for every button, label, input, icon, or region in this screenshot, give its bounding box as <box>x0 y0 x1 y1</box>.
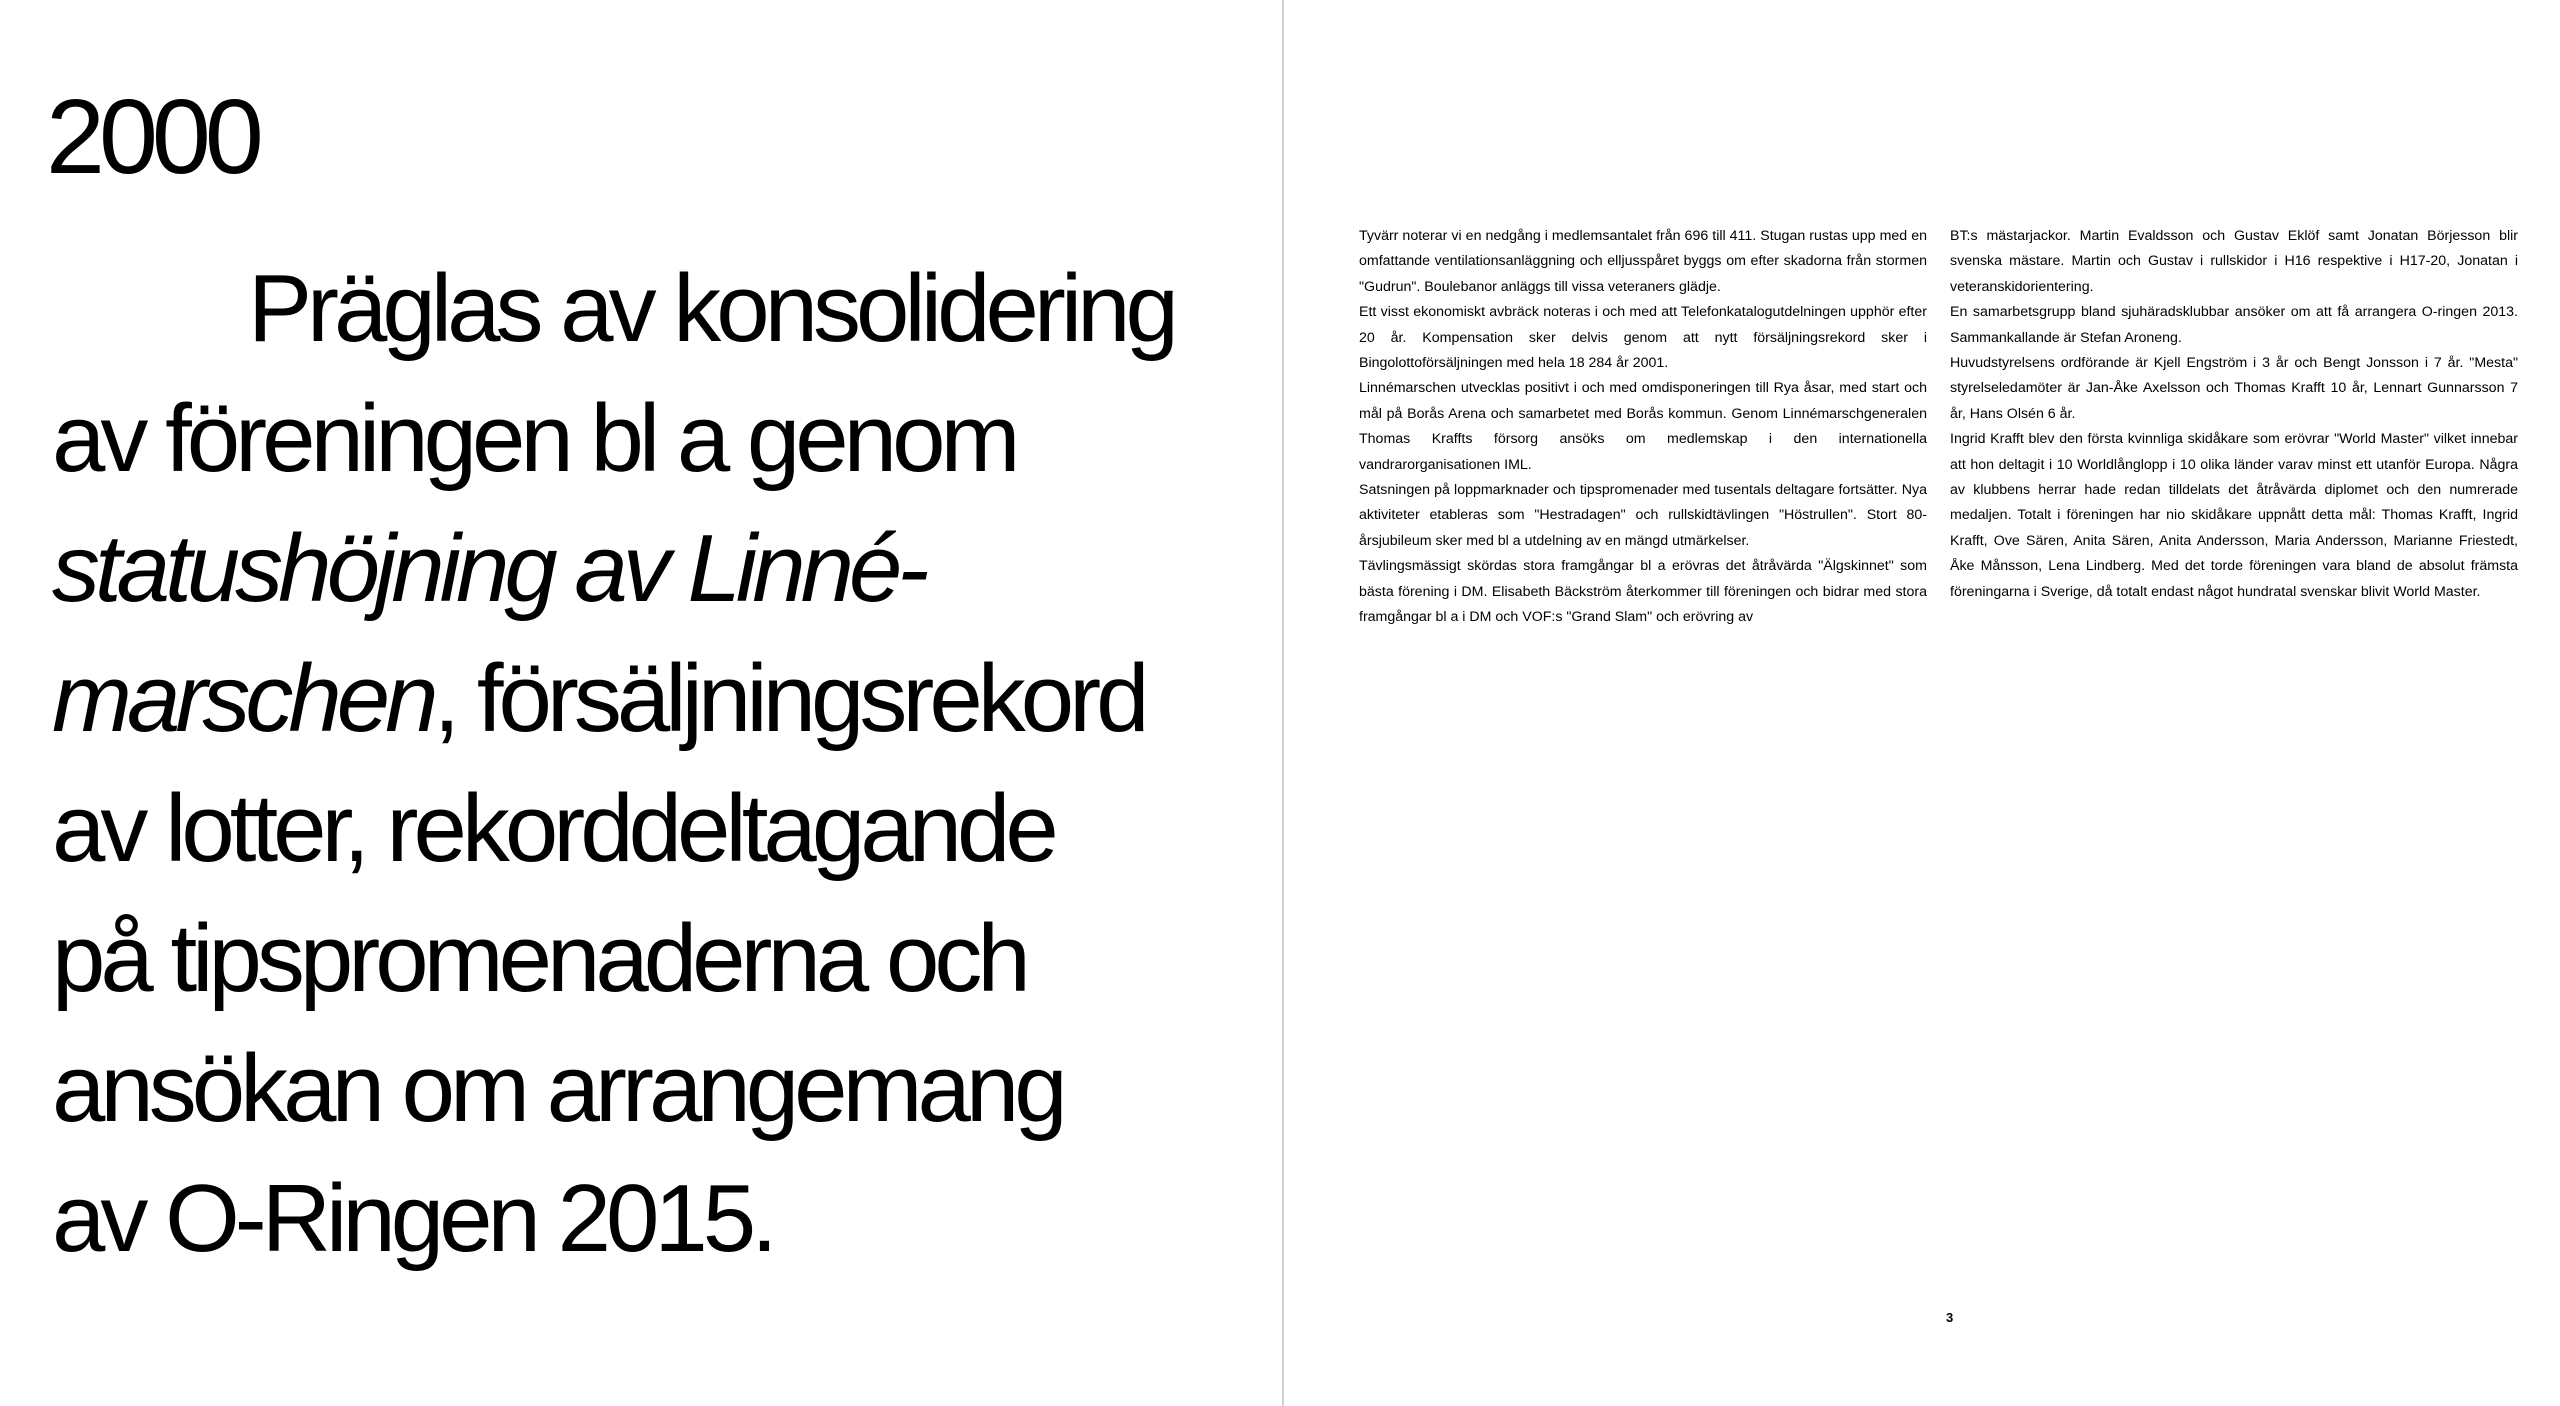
headline-line-1: Präglas av konsolidering <box>248 255 1174 362</box>
right-page <box>1284 0 2560 1406</box>
headline-line-5: av lotter, rekorddeltagande <box>52 775 1054 882</box>
paragraph: Ett visst ekonomiskt avbräck noteras i och med att Telefonkatalogutdelningen upphör efter 20 år. Kompensation sker delvis genom att nytt försäljningsrekord sker i Bingolottoförsäljningen med hela 18 284 år 2001. <box>1359 304 1927 372</box>
headline-line-2: av föreningen bl a genom <box>52 385 1016 492</box>
paragraph: En samarbetsgrupp bland sjuhäradsklubbar ansöker om att få arrangera O-ringen 2013. Sammankallande är Stefan Aroneng. <box>1950 304 2518 346</box>
paragraph: Tävlingsmässigt skördas stora framgångar bl a erövras det åtråvärda "Älgskinnet" som bästa förening i DM. Elisabeth Bäckström återkommer till föreningen och bidrar med stora framgångar bl a i DM och VOF:s "Grand Slam" och erövring av <box>1359 558 1927 626</box>
headline-line-4-rest: , försäljningsrekord <box>433 645 1145 752</box>
paragraph: Tyvärr noterar vi en nedgång i medlemsantalet från 696 till 411. Stugan rustas upp med en omfattande ventilationsanläggning och elljusspåret byggs om efter skadorna från stormen "Gudrun". Boulebanor anläggs till vissa veteraners glädje. <box>1359 228 1927 295</box>
headline-line-7: ansökan om arrangemang <box>52 1035 1063 1142</box>
headline-line-3 <box>52 504 1252 634</box>
paragraph: BT:s mästarjackor. Martin Evaldsson och Gustav Eklöf samt Jonatan Börjesson blir svenska mästare. Martin och Gustav i rullskidor i H16 respektive i H17-20, Jonatan i veteranskidorientering. <box>1950 228 2518 295</box>
year-heading: 2000 <box>46 78 258 196</box>
headline-statement <box>52 244 1252 1284</box>
headline-italic-part-1: statushöjning av Linné- <box>52 515 925 622</box>
body-text-column-1 <box>1359 224 1927 631</box>
body-text-column-2 <box>1950 224 2518 605</box>
paragraph: Satsningen på loppmarknader och tipspromenader med tusentals deltagare fortsätter. Nya aktiviteter etableras som "Hestradagen" och rullskidtävlingen "Höstrullen". Stort 80-årsjubileum sker med bl a utdelning av en mängd utmärkelser. <box>1359 482 1927 549</box>
headline-line-4 <box>52 634 1252 764</box>
headline-line-8: av O-Ringen 2015. <box>52 1165 773 1272</box>
page-number: 3 <box>1946 1310 1954 1325</box>
paragraph: Ingrid Krafft blev den första kvinnliga skidåkare som erövrar "World Master" vilket innebar att hon deltagit i 10 Worldlånglopp i 10 olika länder varav minst ett utanför Europa. Några av klubbens herrar hade redan tilldelats det åtråvärda diplomet och den numrerade medaljen. Totalt i föreningen har nio skidåkare uppnått detta mål: Thomas Krafft, Ingrid Krafft, Ove Sären, Anita Sären, Anita Andersson, Maria Andersson, Marianne Friestedt, Åke Månsson, Lena Lindberg. Med det torde föreningen vara bland de absolut främsta föreningarna i Sverige, då totalt endast något hundratal svenskar blivit World Master. <box>1950 431 2518 600</box>
paragraph: Huvudstyrelsens ordförande är Kjell Engström i 3 år och Bengt Jonsson i 7 år. "Mesta" styrelseledamöter är Jan-Åke Axelsson och Thomas Krafft 10 år, Lennart Gunnarsson 7 år, Hans Olsén 6 år. <box>1950 355 2518 422</box>
headline-italic-part-2: marschen <box>52 645 434 752</box>
paragraph: Linnémarschen utvecklas positivt i och med omdisponeringen till Rya åsar, med start och mål på Borås Arena och samarbetet med Borås kommun. Genom Linnémarschgeneralen Thomas Kraffts försorg ansöks om medlemskap i den internationella vandrarorganisationen IML. <box>1359 380 1927 473</box>
headline-line-6: på tipspromenaderna och <box>52 905 1026 1012</box>
